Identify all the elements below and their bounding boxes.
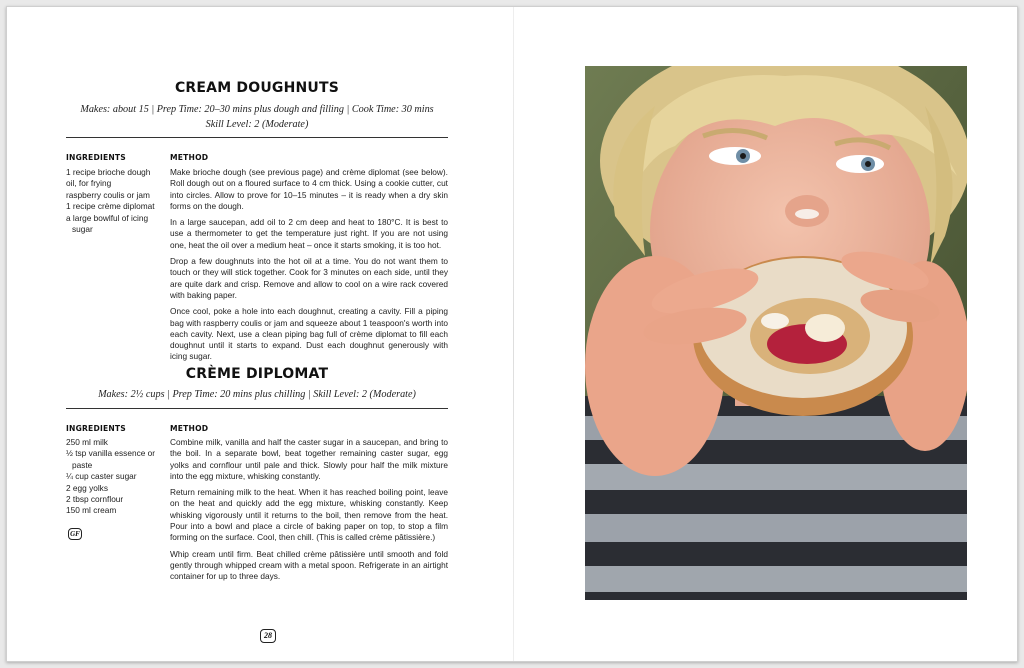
child-eating-doughnut-photo xyxy=(585,66,967,600)
ingredient-item: a large bowlful of icing sugar xyxy=(66,212,149,235)
method-text xyxy=(170,437,448,588)
ingredient-item: 1 recipe brioche dough xyxy=(66,167,151,177)
method-paragraph: Drop a few doughnuts into the hot oil at a time. You do not want them to touch or they will stick together. Cook for 3 minutes on each side, until they are quite dark and crisp. Remove and allow to cool on a wire rack covered with baking paper. xyxy=(170,256,448,300)
recipe-title-creme-diplomat: CRÈME DIPLOMAT xyxy=(185,366,329,382)
ingredient-item: 2 egg yolks xyxy=(66,482,108,493)
ingredient-item: ½ tsp vanilla essence or paste xyxy=(66,448,156,470)
method-paragraph: Once cool, poke a hole into each doughnut, creating a cavity. Fill a piping bag with raspberry coulis or jam and squeeze about 1 teaspoon's worth into each cavity. Next, use a clean piping bag full of crème diplomat to fill each doughnut until it starts to expand. Dust each doughnut generously with icing sugar. xyxy=(170,306,448,362)
photo-illustration xyxy=(585,66,967,600)
ingredient-item: ¼ cup caster sugar xyxy=(66,471,137,482)
ingredient-item: 2 tbsp cornflour xyxy=(66,494,124,505)
gluten-free-badge: GF xyxy=(68,528,82,540)
recipe-meta-line1: Makes: about 15 | Prep Time: 20–30 mins plus dough and filling | Cook Time: 30 mins xyxy=(80,104,434,115)
method-heading: METHOD xyxy=(170,424,209,433)
method-paragraph: Make brioche dough (see previous page) and crème diplomat (see below). Roll dough out on a floured surface to 4 cm thick. Using a cookie cutter, cut into circles. Allow to prove for 10–15 minutes – it is ready when a dry skin forms on the dough. xyxy=(170,167,448,211)
page-number: 28 xyxy=(260,629,276,643)
recipe-meta-line2: Skill Level: 2 (Moderate) xyxy=(205,119,309,130)
page-fold xyxy=(513,7,514,661)
ingredients-list xyxy=(66,167,166,235)
ingredient-item: raspberry coulis or jam xyxy=(66,189,150,200)
divider-rule xyxy=(66,137,448,138)
method-paragraph: Return remaining milk to the heat. When it has reached boiling point, leave on the heat and quickly add the egg mixture, whisking constantly. Keep whisking vigorously until it returns to the boil, then remove from the heat. Pour into a bowl and place a circle of baking paper on top, to stop a film forming on the surface. Cool, then chill. (This is called crème pâtissière.) xyxy=(170,487,448,543)
ingredient-item: 150 ml cream xyxy=(66,505,117,516)
recipe-title-cream-doughnuts: CREAM DOUGHNUTS xyxy=(174,80,340,96)
ingredients-list xyxy=(66,437,166,517)
method-paragraph: Whip cream until firm. Beat chilled crème pâtissière until smooth and fold gently through whipped cream with a metal spoon. Refrigerate in an airtight container for up to three days. xyxy=(170,548,448,582)
method-paragraph: In a large saucepan, add oil to 2 cm deep and heat to 180°C. It is best to use a thermometer to get the temperature just right. If you are not using one, heat the oil over a medium heat – once it starts smoking, it is too hot. xyxy=(170,217,448,250)
method-text xyxy=(170,167,448,368)
ingredient-item: 1 recipe crème diplomat xyxy=(66,201,155,212)
ingredient-item: 250 ml milk xyxy=(66,437,108,447)
ingredients-heading: INGREDIENTS xyxy=(66,424,126,433)
ingredient-item: oil, for frying xyxy=(66,178,112,189)
method-paragraph: Combine milk, vanilla and half the caster sugar in a saucepan, and bring to the boil. In a separate bowl, beat together remaining caster sugar, egg yolks and cornflour until pale and thick. Slowly pour half the milk mixture into the egg mixture, whisking constantly. xyxy=(170,437,448,481)
method-heading: METHOD xyxy=(170,153,209,162)
divider-rule xyxy=(66,408,448,409)
ingredients-heading: INGREDIENTS xyxy=(66,153,126,162)
recipe-meta-line1: Makes: 2½ cups | Prep Time: 20 mins plus chilling | Skill Level: 2 (Moderate) xyxy=(98,389,416,400)
